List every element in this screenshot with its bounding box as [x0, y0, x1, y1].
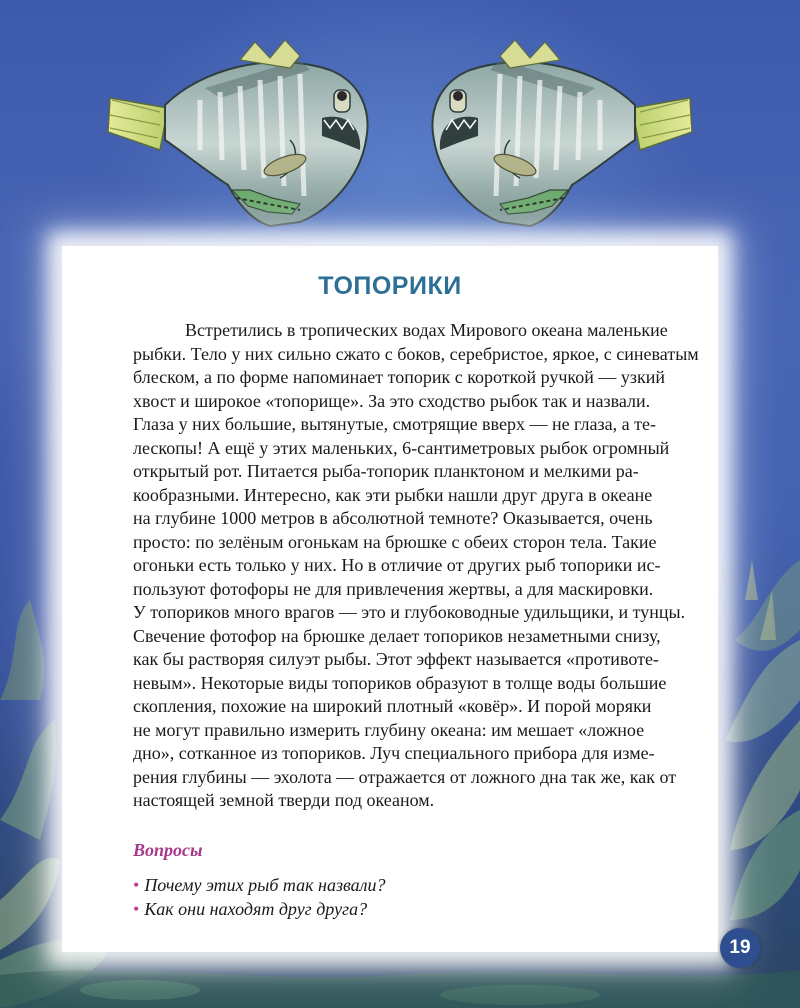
body-line: лескопы! А ещё у этих маленьких, 6-сантиметровых рыбок огромный [133, 437, 670, 458]
page-number-badge: 19 [720, 928, 760, 968]
article-title: ТОПОРИКИ [318, 272, 462, 300]
bullet-icon: • [133, 898, 140, 919]
body-line: У топориков много врагов — это и глубоководные удильщики, и тунцы. [133, 602, 686, 622]
body-line: кообразными. Интересно, как эти рыбки нашли друг друга в океане [133, 484, 653, 505]
body-line: на глубине 1000 метров в абсолютной темноте? Оказывается, очень [133, 508, 653, 528]
body-line: настоящей земной тверди под океаном. [133, 790, 435, 810]
questions-heading: Вопросы [133, 840, 203, 860]
body-line: Встретились в тропических водах Мирового океана маленькие [185, 320, 668, 340]
question-text: Почему этих рыб так назвали? [144, 875, 386, 895]
body-line: хвост и широкое «топорище». За это сходство рыбок так и назвали. [133, 390, 651, 411]
body-line: блеском, а по форме напоминает топорик с короткой ручкой — узкий [133, 367, 666, 387]
question-item [133, 874, 386, 898]
sea-floor [0, 970, 800, 1008]
questions-list [133, 874, 386, 921]
body-line: Глаза у них большие, вытянутые, смотрящие вверх — не глаза, а те- [133, 414, 656, 434]
body-line: открытый рот. Питается рыба-топорик планктоном и мелкими ра- [133, 461, 639, 481]
text-panel [62, 246, 718, 952]
question-item [133, 898, 386, 922]
body-line: невым». Некоторые виды топориков образуют в толще воды большие [133, 672, 667, 693]
bullet-icon: • [133, 875, 140, 895]
hatchetfish-illustration [0, 0, 800, 250]
body-line: Свечение фотофор на брюшке делает топориков незаметными снизу, [133, 625, 661, 646]
body-line: как бы растворяя силуэт рыбы. Этот эффект называется «противоте- [133, 649, 659, 669]
body-line: огоньки есть только у них. Но в отличие от других рыб топорики ис- [133, 555, 661, 575]
body-line: рыбки. Тело у них сильно сжато с боков, серебристое, яркое, с синеватым [133, 343, 699, 364]
question-text: Как они находят друг друга? [144, 898, 368, 919]
body-line: не могут правильно измерить глубину океана: им мешает «ложное [133, 719, 645, 740]
left-hatchetfish [108, 40, 368, 226]
body-line: пользуют фотофоры не для привлечения жертвы, а для маскировки. [133, 578, 654, 599]
body-line: просто: по зелёным огонькам на брюшке с обеих сторон тела. Такие [133, 531, 657, 552]
right-seaweed [725, 560, 800, 920]
body-line: дно», сотканное из топориков. Луч специального прибора для изме- [133, 743, 655, 763]
body-line: скопления, похожие на широкий плотный «ковёр». И порой моряки [133, 696, 652, 716]
body-line: рения глубины — эхолота — отражается от ложного дна так же, как от [133, 766, 677, 787]
article-body [133, 319, 703, 813]
